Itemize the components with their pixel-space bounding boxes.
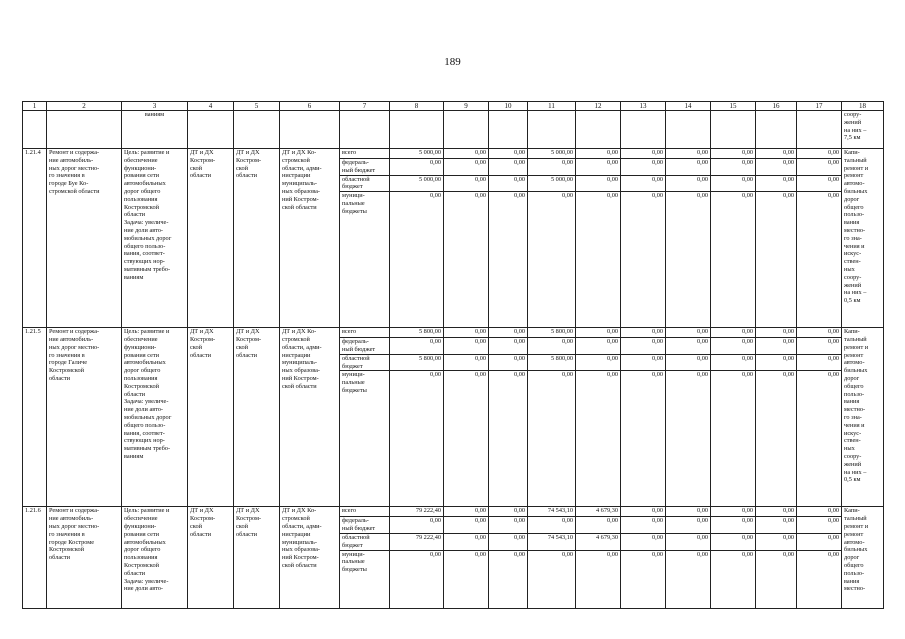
row-value: 74 543,10 — [528, 533, 576, 550]
row-value: 0,00 — [666, 354, 711, 371]
row-value: 0,00 — [489, 159, 528, 176]
row-value: 0,00 — [666, 175, 711, 192]
row-value: 0,00 — [797, 192, 842, 328]
header-col-6: 6 — [280, 102, 340, 111]
cell — [576, 111, 621, 149]
row-funding-source: федераль- ный бюджет — [340, 159, 390, 176]
header-col-17: 17 — [797, 102, 842, 111]
row-value: 0,00 — [576, 328, 621, 338]
row-value: 0,00 — [489, 338, 528, 355]
row-funding-source: муници- пальные бюджеты — [340, 371, 390, 507]
row-value: 0,00 — [576, 159, 621, 176]
cell — [797, 111, 842, 149]
continuation-row — [23, 111, 884, 149]
header-col-5: 5 — [234, 102, 280, 111]
row-value: 0,00 — [756, 354, 797, 371]
row-value: 0,00 — [666, 338, 711, 355]
row-value: 0,00 — [489, 371, 528, 507]
row-value: 0,00 — [444, 328, 489, 338]
row-value: 0,00 — [711, 328, 756, 338]
row-value: 0,00 — [390, 159, 444, 176]
row-value: 0,00 — [576, 517, 621, 534]
row-value: 0,00 — [444, 338, 489, 355]
row-value: 4 679,30 — [576, 533, 621, 550]
row-value: 0,00 — [756, 159, 797, 176]
row-value: 0,00 — [621, 507, 666, 517]
page-number: 189 — [444, 56, 461, 68]
row-value: 0,00 — [756, 338, 797, 355]
header-col-12: 12 — [576, 102, 621, 111]
header-row — [23, 102, 884, 111]
row-customer: ДТ и ДХ Костром- ской области — [234, 149, 280, 328]
row-value: 0,00 — [390, 192, 444, 328]
row-value: 0,00 — [797, 517, 842, 534]
row-value: 74 543,10 — [528, 507, 576, 517]
row-value: 0,00 — [444, 149, 489, 159]
header-col-18: 18 — [842, 102, 884, 111]
row-value: 0,00 — [444, 517, 489, 534]
table-row — [23, 328, 884, 338]
row-value: 0,00 — [711, 159, 756, 176]
row-value: 0,00 — [711, 533, 756, 550]
row-value: 0,00 — [711, 354, 756, 371]
cont-goal-cell: ваниям — [122, 111, 188, 149]
cell — [234, 111, 280, 149]
row-value: 0,00 — [756, 371, 797, 507]
row-value: 0,00 — [528, 550, 576, 608]
header-col-9: 9 — [444, 102, 489, 111]
row-value: 0,00 — [444, 175, 489, 192]
row-funding-source: областной бюджет — [340, 175, 390, 192]
row-value: 0,00 — [621, 159, 666, 176]
row-value: 0,00 — [711, 149, 756, 159]
row-value: 0,00 — [666, 507, 711, 517]
row-value: 0,00 — [621, 192, 666, 328]
cell — [280, 111, 340, 149]
row-value: 0,00 — [489, 175, 528, 192]
row-funding-source: федераль- ный бюджет — [340, 338, 390, 355]
row-value: 0,00 — [666, 371, 711, 507]
row-value: 4 679,30 — [576, 507, 621, 517]
row-value: 0,00 — [666, 550, 711, 608]
header-col-15: 15 — [711, 102, 756, 111]
row-value: 0,00 — [621, 371, 666, 507]
row-funding-source: областной бюджет — [340, 533, 390, 550]
cell — [340, 111, 390, 149]
row-customer: ДТ и ДХ Костром- ской области — [234, 507, 280, 608]
row-value: 0,00 — [711, 371, 756, 507]
row-code: 1.21.4 — [23, 149, 47, 328]
row-result: Капи- тальный ремонт и ремонт автомо- бильных дорог общего пользо- вания местно- го зна- чения и искус- ствен- ных соору- жений на них – 0,5 км — [842, 149, 884, 328]
row-goal: Цель: развитие и обеспечение функциони- рования сети автомобильных дорог общего пользования Костромской области Задача: увеличе- ние доли авто- мобильных дорог общего пользо- вания, соответ- ствующих нор- мативным требо- ваниям — [122, 149, 188, 328]
row-value: 0,00 — [489, 550, 528, 608]
cell — [621, 111, 666, 149]
row-funding-source: всего — [340, 507, 390, 517]
row-funding-source: областной бюджет — [340, 354, 390, 371]
row-value: 5 800,00 — [528, 328, 576, 338]
row-goal: Цель: развитие и обеспечение функциони- рования сети автомобильных дорог общего пользования Костромской области Задача: увеличе- ние доли авто- мобильных дорог общего пользо- вания, соответ- ствующих нор- мативным требо- ваниям — [122, 328, 188, 507]
row-result: Капи- тальный ремонт и ремонт автомо- бильных дорог общего пользо- вания местно- го зна- чения и искус- ствен- ных соору- жений на них – 0,5 км — [842, 328, 884, 507]
row-value: 0,00 — [621, 175, 666, 192]
row-value: 0,00 — [576, 149, 621, 159]
row-value: 0,00 — [711, 507, 756, 517]
row-code: 1.21.6 — [23, 507, 47, 608]
row-value: 0,00 — [444, 192, 489, 328]
row-value: 0,00 — [666, 149, 711, 159]
row-value: 0,00 — [528, 192, 576, 328]
row-value: 0,00 — [444, 507, 489, 517]
row-value: 0,00 — [756, 533, 797, 550]
row-value: 0,00 — [756, 517, 797, 534]
row-value: 0,00 — [666, 159, 711, 176]
row-customer: ДТ и ДХ Костром- ской области — [234, 328, 280, 507]
row-name: Ремонт и содержа- ние автомобиль- ных дорог местно- го значения в городе Костроме Костромской области — [47, 507, 122, 608]
row-value: 0,00 — [711, 175, 756, 192]
row-value: 0,00 — [797, 354, 842, 371]
row-value: 0,00 — [666, 533, 711, 550]
row-value: 0,00 — [797, 550, 842, 608]
row-value: 0,00 — [576, 354, 621, 371]
row-value: 0,00 — [489, 533, 528, 550]
row-value: 0,00 — [621, 517, 666, 534]
header-col-1: 1 — [23, 102, 47, 111]
row-value: 0,00 — [528, 371, 576, 507]
row-funding-source: всего — [340, 149, 390, 159]
row-value: 0,00 — [444, 533, 489, 550]
row-name: Ремонт и содержа- ние автомобиль- ных дорог местно- го значения в городе Галиче Костромской области — [47, 328, 122, 507]
row-value: 5 800,00 — [528, 354, 576, 371]
row-value: 0,00 — [390, 371, 444, 507]
cell — [489, 111, 528, 149]
row-value: 0,00 — [390, 517, 444, 534]
row-value: 0,00 — [756, 507, 797, 517]
header-col-11: 11 — [528, 102, 576, 111]
cont-result-cell: соору- жений на них – 7,5 км — [842, 111, 884, 149]
cell — [444, 111, 489, 149]
header-col-10: 10 — [489, 102, 528, 111]
row-value: 0,00 — [797, 159, 842, 176]
row-value: 0,00 — [621, 550, 666, 608]
header-col-16: 16 — [756, 102, 797, 111]
cell — [47, 111, 122, 149]
row-value: 0,00 — [621, 328, 666, 338]
row-funding-source: муници- пальные бюджеты — [340, 550, 390, 608]
row-value: 0,00 — [666, 517, 711, 534]
row-executor: ДТ и ДХ Костром- ской области — [188, 507, 234, 608]
row-value: 0,00 — [576, 550, 621, 608]
row-value: 5 800,00 — [390, 354, 444, 371]
header-col-2: 2 — [47, 102, 122, 111]
row-executor: ДТ и ДХ Костром- ской области — [188, 149, 234, 328]
row-value: 0,00 — [489, 328, 528, 338]
row-funding-source: федераль- ный бюджет — [340, 517, 390, 534]
row-value: 0,00 — [711, 517, 756, 534]
row-value: 0,00 — [528, 517, 576, 534]
cell — [528, 111, 576, 149]
row-value: 5 000,00 — [528, 175, 576, 192]
row-value: 0,00 — [711, 550, 756, 608]
row-participants: ДТ и ДХ Ко- стромской области, адми- нистрации муниципаль- ных образова- ний Костром- ской области — [280, 328, 340, 507]
row-value: 0,00 — [711, 338, 756, 355]
cell — [188, 111, 234, 149]
row-value: 0,00 — [528, 159, 576, 176]
row-value: 0,00 — [444, 550, 489, 608]
row-value: 0,00 — [444, 159, 489, 176]
row-name: Ремонт и содержа- ние автомобиль- ных дорог местно- го значения в городе Буе Ко- стромской области — [47, 149, 122, 328]
row-value: 0,00 — [528, 338, 576, 355]
row-value: 0,00 — [797, 338, 842, 355]
row-value: 0,00 — [489, 149, 528, 159]
row-value: 0,00 — [576, 338, 621, 355]
row-result: Капи- тальный ремонт и ремонт автомо- бильных дорог общего пользо- вания местно- — [842, 507, 884, 608]
row-value: 0,00 — [756, 550, 797, 608]
table-row — [23, 149, 884, 159]
row-funding-source: всего — [340, 328, 390, 338]
row-value: 79 222,40 — [390, 507, 444, 517]
row-value: 0,00 — [621, 354, 666, 371]
row-value: 0,00 — [576, 371, 621, 507]
row-value: 0,00 — [797, 533, 842, 550]
row-value: 0,00 — [797, 149, 842, 159]
row-value: 0,00 — [444, 354, 489, 371]
row-value: 0,00 — [756, 328, 797, 338]
row-value: 0,00 — [621, 533, 666, 550]
row-code: 1.21.5 — [23, 328, 47, 507]
table-row — [23, 507, 884, 517]
row-value: 0,00 — [444, 371, 489, 507]
row-goal: Цель: развитие и обеспечение функциони- рования сети автомобильных дорог общего пользования Костромской области Задача: увеличе- ние доли авто- — [122, 507, 188, 608]
row-participants: ДТ и ДХ Ко- стромской области, адми- нистрации муниципаль- ных образова- ний Костром- ской области — [280, 507, 340, 608]
row-value: 5 800,00 — [390, 328, 444, 338]
row-value: 0,00 — [756, 175, 797, 192]
row-value: 0,00 — [797, 507, 842, 517]
header-col-7: 7 — [340, 102, 390, 111]
header-col-13: 13 — [621, 102, 666, 111]
header-col-4: 4 — [188, 102, 234, 111]
row-value: 0,00 — [489, 192, 528, 328]
row-value: 0,00 — [797, 175, 842, 192]
header-col-8: 8 — [390, 102, 444, 111]
row-value: 0,00 — [489, 354, 528, 371]
cell — [390, 111, 444, 149]
row-value: 5 000,00 — [390, 175, 444, 192]
row-value: 0,00 — [390, 550, 444, 608]
row-value: 0,00 — [666, 328, 711, 338]
cell — [711, 111, 756, 149]
row-value: 0,00 — [666, 192, 711, 328]
row-value: 5 000,00 — [390, 149, 444, 159]
row-value: 0,00 — [797, 328, 842, 338]
header-col-14: 14 — [666, 102, 711, 111]
row-value: 79 222,40 — [390, 533, 444, 550]
row-value: 0,00 — [621, 338, 666, 355]
row-value: 0,00 — [756, 149, 797, 159]
row-value: 0,00 — [576, 192, 621, 328]
budget-table — [22, 101, 884, 609]
cell — [23, 111, 47, 149]
row-value: 0,00 — [797, 371, 842, 507]
cell — [756, 111, 797, 149]
row-value: 0,00 — [621, 149, 666, 159]
row-value: 0,00 — [489, 517, 528, 534]
row-funding-source: муници- пальные бюджеты — [340, 192, 390, 328]
header-col-3: 3 — [122, 102, 188, 111]
cell — [666, 111, 711, 149]
row-value: 0,00 — [711, 192, 756, 328]
row-value: 5 000,00 — [528, 149, 576, 159]
row-participants: ДТ и ДХ Ко- стромской области, адми- нистрации муниципаль- ных образова- ний Костром- ской области — [280, 149, 340, 328]
row-value: 0,00 — [756, 192, 797, 328]
row-executor: ДТ и ДХ Костром- ской области — [188, 328, 234, 507]
row-value: 0,00 — [390, 338, 444, 355]
row-value: 0,00 — [576, 175, 621, 192]
row-value: 0,00 — [489, 507, 528, 517]
